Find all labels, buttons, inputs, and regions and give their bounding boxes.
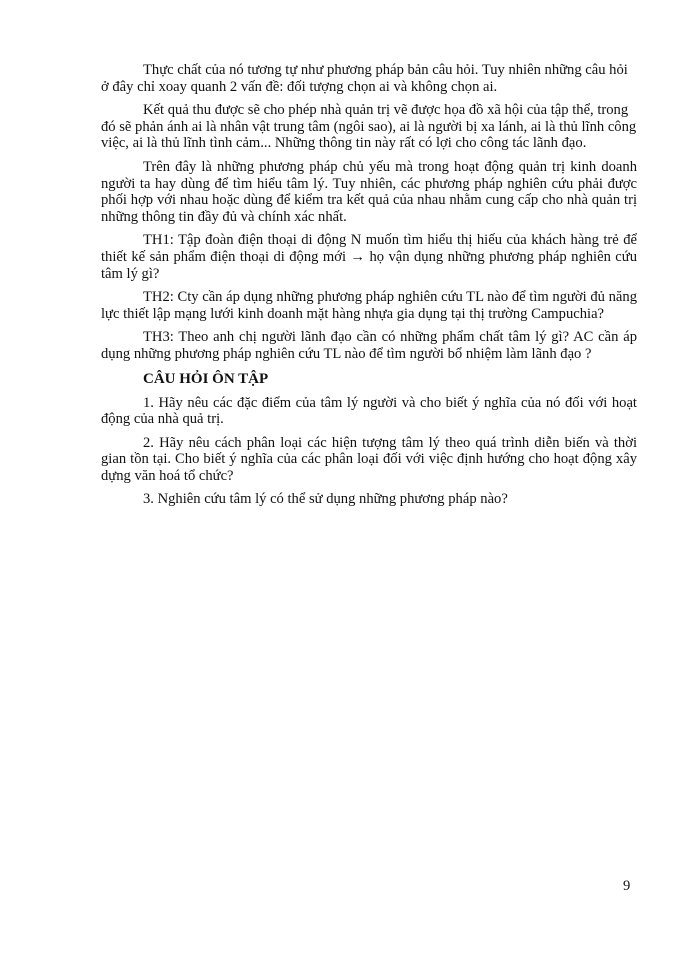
review-question-2: 2. Hãy nêu cách phân loại các hiện tượng tâm lý theo quá trình diễn biến và thời gian tồn tại. Cho biết ý nghĩa của các phân loại đối với việc định hướng cho hoạt động xây dựng văn hoá tổ chức? <box>101 434 637 484</box>
page-number: 9 <box>623 878 631 894</box>
review-questions-heading: CÂU HỎI ÔN TẬP <box>143 370 269 387</box>
case-study-th2: TH2: Cty cần áp dụng những phương pháp nghiên cứu TL nào để tìm người đủ năng lực thiết lập mạng lưới kinh doanh mặt hàng nhựa gia dụng tại thị trường Campuchia? <box>101 289 637 322</box>
paragraph-sociometry-result: Kết quả thu được sẽ cho phép nhà quản trị vẽ được họa đồ xã hội của tập thể, trong đó sẽ phản ánh ai là nhân vật trung tâm (ngôi sao), ai là người bị xa lánh, ai là thủ lĩnh công việc, ai là thủ lĩnh tình cảm... Những thông tin này rất có lợi cho công tác lãnh đạo. <box>101 102 637 152</box>
paragraph-methods-summary: Trên đây là những phương pháp chủ yếu mà trong hoạt động quản trị kinh doanh người ta hay dùng để tìm hiểu tâm lý. Tuy nhiên, các phương pháp nghiên cứu phải được phối hợp với nhau hoặc dùng để kiểm tra kết quả của nhau nhằm cung cấp cho nhà quản trị những thông tin đầy đủ và chính xác nhất. <box>101 158 637 225</box>
review-question-1: 1. Hãy nêu các đặc điểm của tâm lý người và cho biết ý nghĩa của nó đối với hoạt động của nhà quả trị. <box>101 394 637 428</box>
paragraph-sociometry-intro: Thực chất của nó tương tự như phương pháp bản câu hỏi. Tuy nhiên những câu hỏi ở đây chỉ xoay quanh 2 vấn đề: đối tượng chọn ai và không chọn ai. <box>101 62 628 95</box>
case-study-th1: TH1: Tập đoàn điện thoại di động N muốn tìm hiểu thị hiếu của khách hàng trẻ để thiết kế sản phẩm điện thoại di động mới → họ vận dụng những phương pháp nghiên cứu tâm lý gì? <box>101 232 637 282</box>
case-study-th3: TH3: Theo anh chị người lãnh đạo cần có những phẩm chất tâm lý gì? AC cần áp dụng những phương pháp nghiên cứu TL nào để tìm người bổ nhiệm làm lãnh đạo ? <box>101 329 637 362</box>
review-question-3: 3. Nghiên cứu tâm lý có thể sử dụng những phương pháp nào? <box>143 491 508 508</box>
document-page <box>101 62 637 515</box>
